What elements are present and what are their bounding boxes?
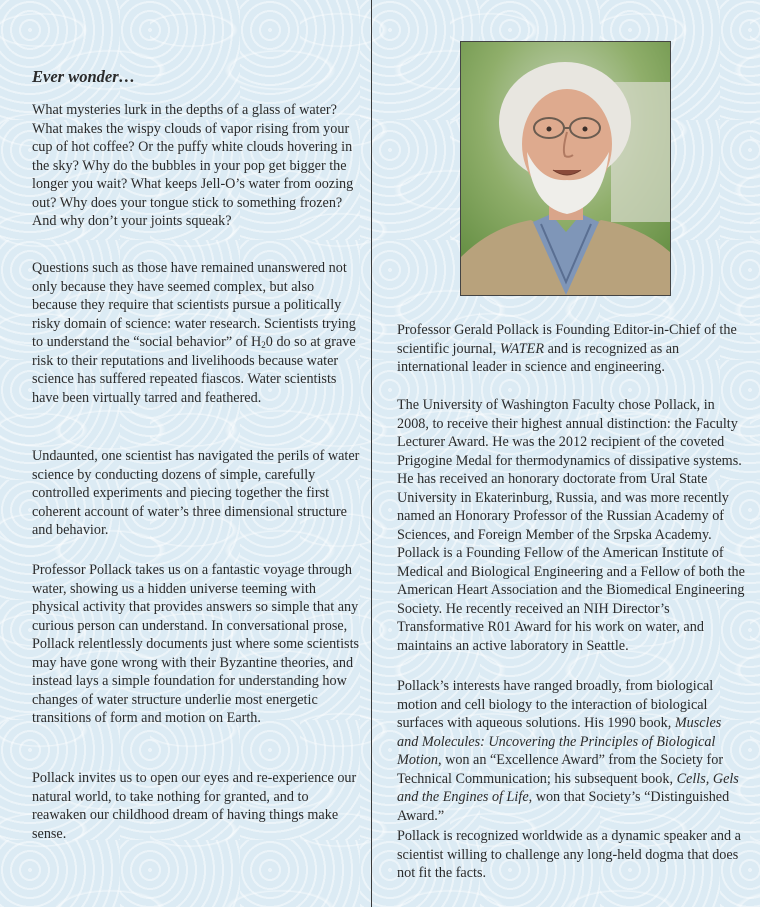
paragraph-voyage: Professor Pollack takes us on a fantastic voyage through water, showing us a hidden universe teeming with physical activity that provides answers so simple that any curious person can understand. In conversational prose, Pollack relentlessly documents just where some scientists may have gone wrong with their Byzantine theories, and instead lays a simple foundation for understanding how changes of water structure underlie most energetic transitions of form and motion on Earth. bbox=[32, 562, 360, 726]
section-heading: Ever wonder… bbox=[32, 67, 136, 86]
author-photo bbox=[460, 41, 671, 296]
column-divider bbox=[371, 0, 372, 907]
paragraph-invites: Pollack invites us to open our eyes and re-experience our natural world, to take nothing for granted, and to reawaken our childhood dream of having things make sense. bbox=[32, 770, 357, 842]
paragraph-speaker: Pollack is recognized worldwide as a dynamic speaker and a scientist willing to challenge any long-held dogma that does not fit the facts. bbox=[397, 828, 741, 881]
journal-title: WATER bbox=[499, 340, 545, 357]
paragraph-interests-text-b: won an “Excellence Award” from the Society for Technical Communication; his subsequent book, bbox=[397, 752, 724, 787]
paragraph-unanswered-text-b: 0 do so at grave risk to their reputations and livelihoods because water science has suffered repeated fiascos. Water scientists have been virtually tarred and feathered. bbox=[32, 334, 356, 406]
paragraph-unanswered bbox=[32, 259, 360, 407]
paragraph-interests-text-c: won that Society’s “Distinguished Award.” bbox=[397, 789, 730, 824]
paragraph-editor-text-b: and is recognized as an international leader in science and engineering. bbox=[397, 340, 680, 375]
paragraph-awards: The University of Washington Faculty chose Pollack, in 2008, to receive their highest annual distinction: the Faculty Lecturer Award. He was the 2012 recipient of the coveted Prigogine Medal for thermodynamics of dissipative systems. He has received an honorary doctorate from Ural State University in Ekaterinburg, Russia, and was more recently named an Honorary Professor of the Russian Academy of Sciences, and Foreign Member of the Srpska Academy. Pollack is a Founding Fellow of the American Institute of Medical and Biological Engineering and a Fellow of both the American Heart Association and the Biomedical Engineering Society. He recently received an NIH Director’s Transformative R01 Award for his work on water, and maintains an active laboratory in Seattle. bbox=[397, 397, 745, 654]
subscript-two: 2 bbox=[261, 340, 266, 350]
book-title-cells: Cells, Gels and the Engines of Life, bbox=[397, 770, 739, 805]
author-portrait-illustration bbox=[461, 42, 670, 295]
paragraph-interests bbox=[397, 677, 745, 825]
paragraph-editor-text-a: Professor Gerald Pollack is Founding Editor-in-Chief of the scientific journal, bbox=[397, 322, 737, 357]
book-title-muscles: Muscles and Molecules: Uncovering the Principles of Biological Motion, bbox=[397, 715, 722, 768]
paragraph-undaunted: Undaunted, one scientist has navigated the perils of water science by conducting dozens of simple, carefully controlled experiments and piecing together the first coherent account of water’s three dimensional structure and behavior. bbox=[32, 448, 360, 538]
paragraph-unanswered-text-a: Questions such as those have remained unanswered not only because they have seemed complex, but also because they require that scientists pursue a politically risky domain of science: water research. Scientists trying to understand the “social behavior” of H bbox=[32, 260, 356, 350]
paragraph-questions: What mysteries lurk in the depths of a glass of water? What makes the wispy clouds of vapor rising from your cup of hot coffee? Or the puffy white clouds hovering in the sky? Why do the bubbles in your pop get bigger the longer you wait? What keeps Jell-O’s water from oozing out? Why does your tongue stick to something frozen? And why don’t your joints squeak? bbox=[32, 102, 354, 229]
paragraph-interests-text-a: Pollack’s interests have ranged broadly, from biological motion and cell biology to the interaction of biological surfaces with aqueous solutions. His 1990 book, bbox=[397, 678, 714, 731]
paragraph-editor bbox=[397, 321, 745, 377]
